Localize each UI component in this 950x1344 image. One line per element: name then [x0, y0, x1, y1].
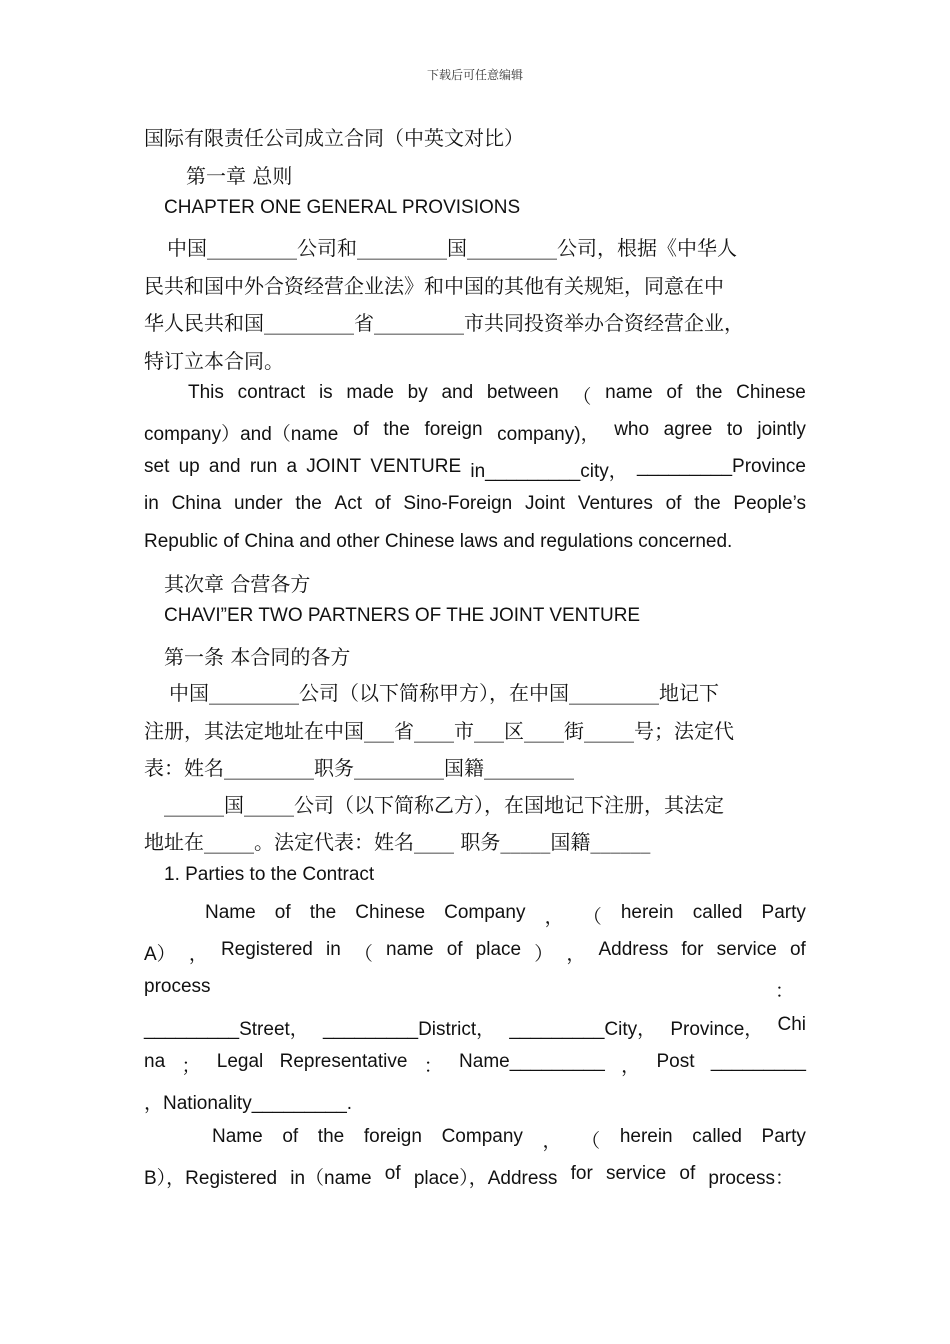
party-a-en-line — [144, 1014, 806, 1041]
party-a-zh-line: 中国_________公司（以下简称甲方），在中国_________地记下 — [169, 681, 719, 705]
word: Province， — [670, 1019, 764, 1040]
preamble-zh-line: 中国_________公司和_________国_________公司，根据《中华人 — [167, 236, 737, 260]
preamble-en-line: Republic of China and other Chinese laws and regulations concerned. — [144, 531, 733, 552]
party-a-zh-line: 注册，其法定地址在中国___省____市___区____街_____号；法定代 — [144, 719, 734, 743]
word: place — [475, 939, 522, 960]
party-a-en-line: ，Nationality_________. — [144, 1093, 353, 1114]
word: ， — [621, 1056, 641, 1077]
page-header: 下载后可任意编辑 — [426, 68, 523, 82]
word: of — [666, 382, 683, 403]
word: jointly — [757, 419, 806, 440]
word: Company — [444, 902, 526, 923]
word: _________District， — [322, 1019, 496, 1040]
word: Registered — [220, 939, 313, 960]
word: B），Registered — [144, 1168, 278, 1189]
word: Name — [205, 902, 256, 923]
word: company）and（name — [144, 424, 339, 445]
preamble-en-line — [144, 419, 806, 446]
word: of — [274, 902, 291, 923]
word: This — [188, 382, 224, 403]
word: the — [295, 493, 322, 514]
word: ， — [566, 944, 586, 965]
word: Legal — [216, 1051, 264, 1072]
preamble-en-line — [144, 493, 806, 515]
word: _________ — [710, 1051, 806, 1072]
party-b-en-line — [212, 1126, 806, 1153]
word: ， — [188, 944, 208, 965]
party-a-en-line — [205, 902, 806, 929]
word: Name — [212, 1126, 263, 1147]
word: Party — [761, 902, 806, 923]
word: herein — [620, 902, 674, 923]
word: Representative — [279, 1051, 408, 1072]
word: of — [665, 493, 682, 514]
word: in — [144, 493, 159, 514]
word: a — [286, 456, 298, 477]
word: name — [386, 939, 434, 960]
word: Party — [761, 1126, 806, 1147]
word: ， — [544, 907, 564, 928]
word: the — [309, 902, 337, 923]
word: the — [317, 1126, 345, 1147]
word: service — [606, 1163, 667, 1184]
word: ， — [542, 1131, 562, 1152]
word: Chinese — [736, 382, 806, 403]
party-a-en-line — [144, 1051, 806, 1078]
party-b-en-line — [144, 1163, 794, 1190]
word: up — [178, 456, 200, 477]
word: People’s — [733, 493, 806, 514]
word: ： — [423, 1056, 443, 1077]
word: Ventures — [577, 493, 653, 514]
word: foreign — [424, 419, 483, 440]
word: herein — [619, 1126, 673, 1147]
word: foreign — [363, 1126, 422, 1147]
chapter-one-heading-en: CHAPTER ONE GENERAL PROVISIONS — [164, 197, 521, 218]
word: made — [346, 382, 394, 403]
word: Name_________ — [459, 1051, 605, 1072]
word: （ — [353, 944, 373, 965]
word: for — [681, 939, 704, 960]
word: and — [208, 456, 241, 477]
word: name — [605, 382, 653, 403]
preamble-zh-line: 特订立本合同。 — [144, 349, 284, 373]
word: of — [789, 939, 806, 960]
word: （ — [582, 907, 602, 928]
word: _________Province — [636, 456, 806, 477]
party-b-zh-line: 地址在_____。法定代表：姓名____ 职务_____国籍______ — [144, 830, 651, 854]
party-a-en-line — [144, 939, 806, 966]
word: called — [692, 1126, 742, 1147]
word: （ — [572, 387, 592, 408]
word: for — [570, 1163, 593, 1184]
word: set — [144, 456, 170, 477]
word: Chinese — [355, 902, 426, 923]
word: the — [695, 382, 723, 403]
word: _________City， — [509, 1019, 657, 1040]
preamble-en-line — [188, 382, 806, 409]
word: to — [726, 419, 743, 440]
word: place），Address — [413, 1168, 558, 1189]
word: the — [383, 419, 410, 440]
word: VENTURE — [370, 456, 462, 477]
word: China — [171, 493, 222, 514]
word: A） — [144, 944, 176, 965]
word: Company — [441, 1126, 523, 1147]
word: under — [233, 493, 283, 514]
party-b-zh-line: ______国_____公司（以下简称乙方），在国地记下注册，其法定 — [164, 793, 724, 817]
word: who — [614, 419, 650, 440]
word: of — [282, 1126, 299, 1147]
word: of — [352, 419, 369, 440]
word: run — [249, 456, 278, 477]
word: in（name — [290, 1168, 372, 1189]
word: by — [407, 382, 428, 403]
chapter-two-heading-zh: 其次章 合营各方 — [164, 572, 311, 596]
word: in_________city， — [470, 461, 628, 482]
chapter-one-heading-zh: 第一章 总则 — [186, 164, 293, 188]
word: Chi — [777, 1014, 806, 1035]
word: and — [441, 382, 474, 403]
word: service — [716, 939, 777, 960]
word: JOINT — [306, 456, 362, 477]
word: ； — [181, 1056, 201, 1077]
word: Address — [598, 939, 669, 960]
word: between — [486, 382, 559, 403]
document-title: 国际有限责任公司成立合同（中英文对比） — [144, 126, 524, 150]
word: Joint — [524, 493, 566, 514]
word: na — [144, 1051, 166, 1072]
word: （ — [581, 1131, 601, 1152]
party-a-en-line — [144, 976, 794, 1003]
word: company)， — [497, 424, 600, 445]
word: process — [144, 976, 211, 997]
word: contract — [237, 382, 306, 403]
word: of — [679, 1163, 696, 1184]
word: is — [318, 382, 333, 403]
preamble-zh-line: 民共和国中外合资经营企业法》和中国的其他有关规矩，同意在中 — [144, 274, 724, 298]
preamble-zh-line: 华人民共和国_________省_________市共同投资举办合资经营企业， — [144, 311, 744, 335]
word: ： — [774, 981, 794, 1002]
word: agree — [663, 419, 713, 440]
word: of — [384, 1163, 401, 1184]
word: called — [692, 902, 743, 923]
word: Post — [656, 1051, 695, 1072]
word: the — [694, 493, 721, 514]
word: _________Street， — [144, 1019, 309, 1040]
party-a-zh-line: 表：姓名_________职务_________国籍_________ — [144, 756, 574, 780]
word: Sino-Foreign — [403, 493, 513, 514]
word: ） — [534, 944, 554, 965]
word: Act — [334, 493, 362, 514]
word: of — [446, 939, 463, 960]
article-one-heading-en: 1. Parties to the Contract — [164, 864, 375, 885]
word: process： — [708, 1168, 794, 1189]
article-one-heading-zh: 第一条 本合同的各方 — [164, 645, 351, 669]
word: of — [374, 493, 391, 514]
word: in — [325, 939, 341, 960]
chapter-two-heading-en: CHAVI”ER TWO PARTNERS OF THE JOINT VENTURE — [164, 605, 641, 626]
preamble-en-line — [144, 456, 806, 483]
